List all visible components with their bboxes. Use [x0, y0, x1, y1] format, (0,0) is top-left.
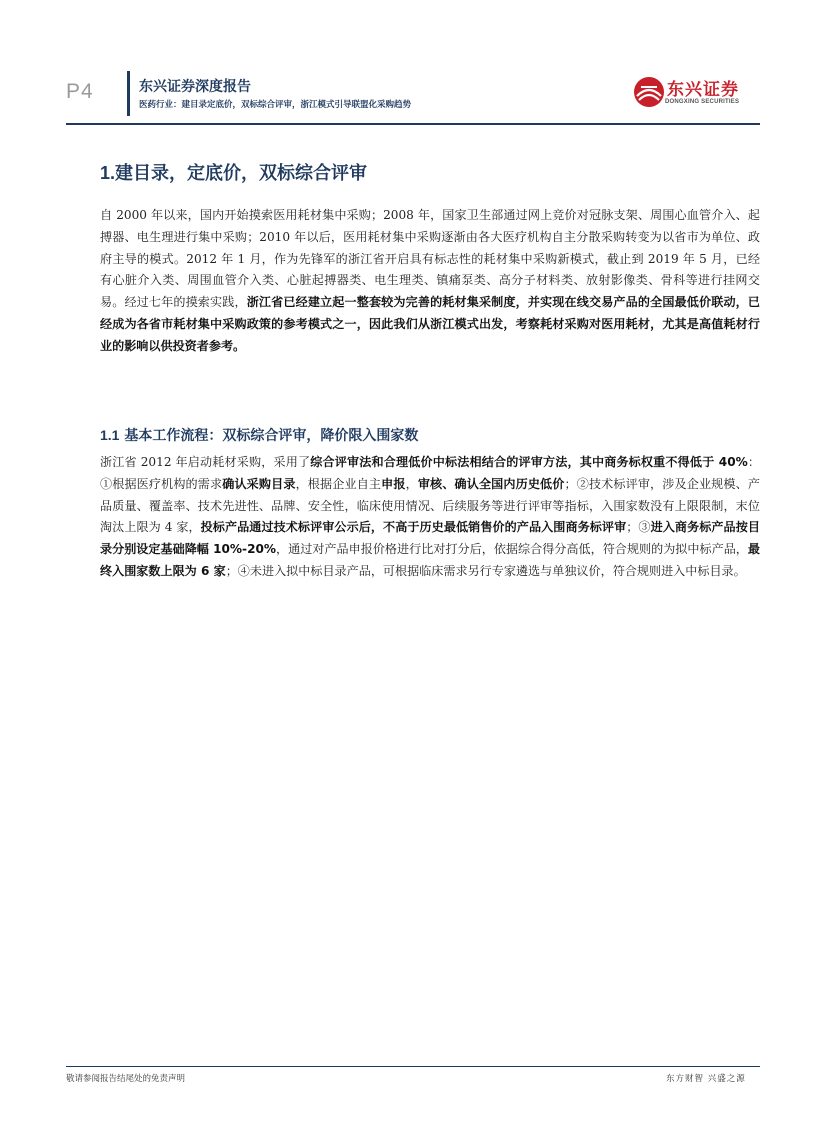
- text-run: ；②技术标评审，涉及企业规模、产品质量、覆盖率、技术先进性、品牌、安全性，临床使用情况、后续服务等进行评审等指标，入围家数没有上限限制，末位淘汰上限为 4 家，: [100, 476, 760, 535]
- text-run: ：①根据医疗机构的需求: [100, 455, 760, 491]
- bold-text-run: 申报: [381, 476, 406, 491]
- bold-text-run: 浙江省已经建立起一整套较为完善的耗材集采制度，并实现在线交易产品的全国最低价联动，已经成为各省市耗材集中采购政策的参考模式之一，因此我们从浙江模式出发，考察耗材采购对医用耗材，尤其是高值耗材行业的影响以供投资者参考。: [100, 295, 760, 353]
- text-run: 自 2000 年以来，国内开始摸索医用耗材集中采购；2008 年，国家卫生部通过网上竞价对冠脉支架、周围心血管介入、起搏器、电生理进行集中采购；2010 年以后，医用耗材集中采购逐渐由各大医疗机构自主分散采购转变为以省市为单位、政府主导的模式。2012 年 1 月，作为先锋军的浙江省开启具有标志性的耗材集中采购新模式，截止到 2019 年 5 月，已经有心脏介入类、周围血管介入类、心脏起搏器类、电生理类、镇痛泵类、高分子材料类、放射影像类、骨科等进行挂网交易。经过七年的摸索实践，: [100, 208, 760, 310]
- bold-text-run: 确认采购目录: [222, 476, 296, 491]
- bold-text-run: 进入商务标产品按目录分别设定基础降幅 10%-20%: [100, 520, 760, 557]
- section-number: 1.: [100, 163, 116, 183]
- text-run: ，: [405, 476, 418, 491]
- bold-text-run: 审核、确认全国内历史低价: [417, 476, 565, 491]
- bold-text-run: 最终入围家数上限为 6 家: [100, 542, 760, 578]
- text-run: ，通过对产品申报价格进行比对打分后，依据综合得分高低，符合规则的为拟中标产品，: [276, 542, 748, 557]
- section-title: 建目录，定底价，双标综合评审: [115, 163, 368, 184]
- text-run: 浙江省 2012 年启动耗材采购，采用了: [100, 455, 311, 469]
- bold-text-run: 综合评审法和合理低价中标法相结合的评审方法，其中商务标权重不得低于 40%: [310, 455, 748, 469]
- logo-text: 东兴证券: [667, 80, 739, 100]
- subsection-title: 基本工作流程：双标综合评审，降价限入围家数: [124, 428, 419, 444]
- logo-english-text: DONGXING SECURITIES: [665, 99, 740, 105]
- text-run: ；③: [626, 520, 651, 535]
- report-subtitle: 医药行业：建目录定底价，双标综合评审，浙江模式引导联盟化采购趋势: [139, 100, 412, 110]
- text-run: ，根据企业自主: [295, 476, 382, 491]
- header-rule: [66, 123, 760, 125]
- subsection-paragraph: [100, 452, 760, 583]
- footer-disclaimer: 敬请参阅报告结尾处的免责声明: [66, 1074, 186, 1084]
- header-divider: [127, 71, 130, 116]
- text-run: ；④未进入拟中标目录产品，可根据临床需求另行专家遴选与单独议价，符合规则进入中标目录。: [225, 563, 746, 578]
- subsection-number: 1.1: [100, 427, 120, 443]
- subsection-heading: [100, 425, 418, 445]
- footer-rule: [66, 1066, 760, 1067]
- report-title: 东兴证券深度报告: [139, 79, 251, 95]
- footer-slogan: 东方财智 兴盛之源: [666, 1074, 746, 1084]
- section-heading: [100, 159, 367, 185]
- bold-text-run: 投标产品通过技术标评审公示后，不高于历史最低销售价的产品入围商务标评审: [200, 520, 627, 535]
- section-paragraph: [100, 205, 760, 358]
- page-number: P4: [66, 80, 94, 103]
